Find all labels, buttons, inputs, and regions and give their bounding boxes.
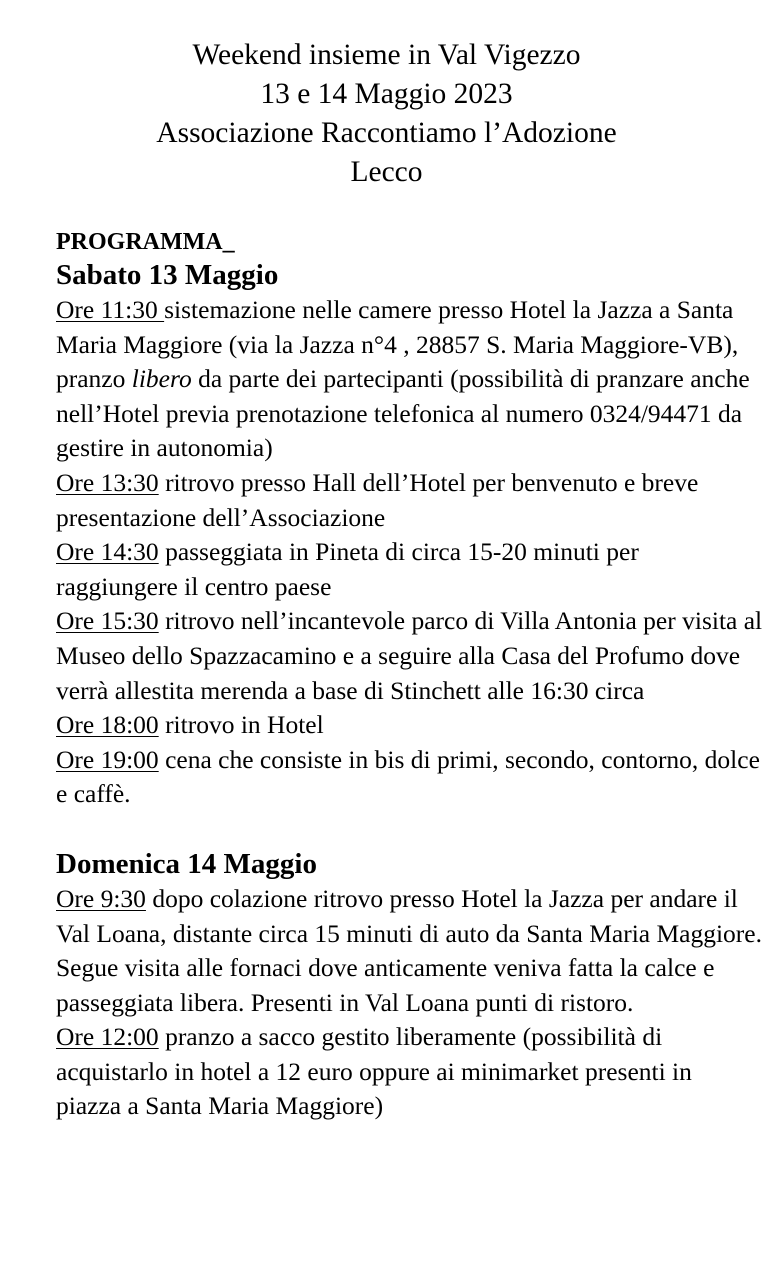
entry-text: da parte dei partecipanti (possibilità di pranzare anche nell’Hotel previa prenotazione telefonica al numero 0324/94471 da gestire in autonomia) [56,364,750,463]
entry-text: pranzo a sacco gestito liberamente (possibilità di acquistarlo in hotel a 12 euro oppure ai minimarket presenti in piazza a Santa Maria Maggiore) [56,1022,692,1121]
entry-text: passeggiata in Pineta di circa 15-20 minuti per raggiungere il centro paese [56,537,639,601]
entry-time: Ore 11:30 [56,295,165,324]
document-header [40,36,733,192]
schedule-entry [56,466,763,535]
schedule-entry [56,604,763,708]
entry-text: sistemazione nelle camere presso Hotel la Jazza a Santa Maria Maggiore (via la Jazza n°4 , 28857 S. Maria Maggiore-VB), pranzo [56,295,739,394]
entry-text: ritrovo presso Hall dell’Hotel per benvenuto e breve presentazione dell’Associazione [56,467,699,532]
entry-time: Ore 15:30 [56,606,159,636]
entry-time: Ore 12:00 [56,1022,159,1052]
program-label: PROGRAMMA_ [56,229,235,255]
entry-text: ritrovo nell’incantevole parco di Villa Antonia per visita al Museo dello Spazzacamino e a seguire alla Casa del Profumo dove verrà allestita merenda a base di Stinchett alle 16:30 circa [56,606,763,705]
entry-text: ritrovo in Hotel [158,710,324,740]
entry-time: Ore 13:30 [56,467,159,497]
header-city: Lecco [350,156,423,188]
schedule-entry [56,1020,763,1124]
entry-text: cena che consiste in bis di primi, secondo, contorno, dolce e caffè. [56,744,760,809]
schedule-entry [56,743,763,812]
entry-time: Ore 9:30 [56,883,146,913]
entry-time: Ore 18:00 [56,710,159,740]
entry-text: dopo colazione ritrovo presso Hotel la Jazza per andare il Val Loana, distante circa 15 minuti di auto da Santa Maria Maggiore. Segue visita alle fornaci dove anticamente veniva fatta la calce e passeggiata libera. Presenti in Val Loana punti di ristoro. [56,883,762,1017]
sunday-title: Domenica 14 Maggio [56,847,317,880]
entry-time: Ore 19:00 [56,744,159,774]
header-association: Associazione Raccontiamo l’Adozione [156,117,617,149]
schedule-entry [56,882,763,1020]
entry-time: Ore 14:30 [56,537,159,567]
schedule-entry [56,708,763,743]
header-date: 13 e 14 Maggio 2023 [260,78,513,110]
schedule-entry [56,535,763,604]
entry-text-emphasis: libero [131,364,192,394]
schedule-entry [56,293,763,466]
header-title: Weekend insieme in Val Vigezzo [192,39,581,71]
saturday-title: Sabato 13 Maggio [56,259,279,291]
